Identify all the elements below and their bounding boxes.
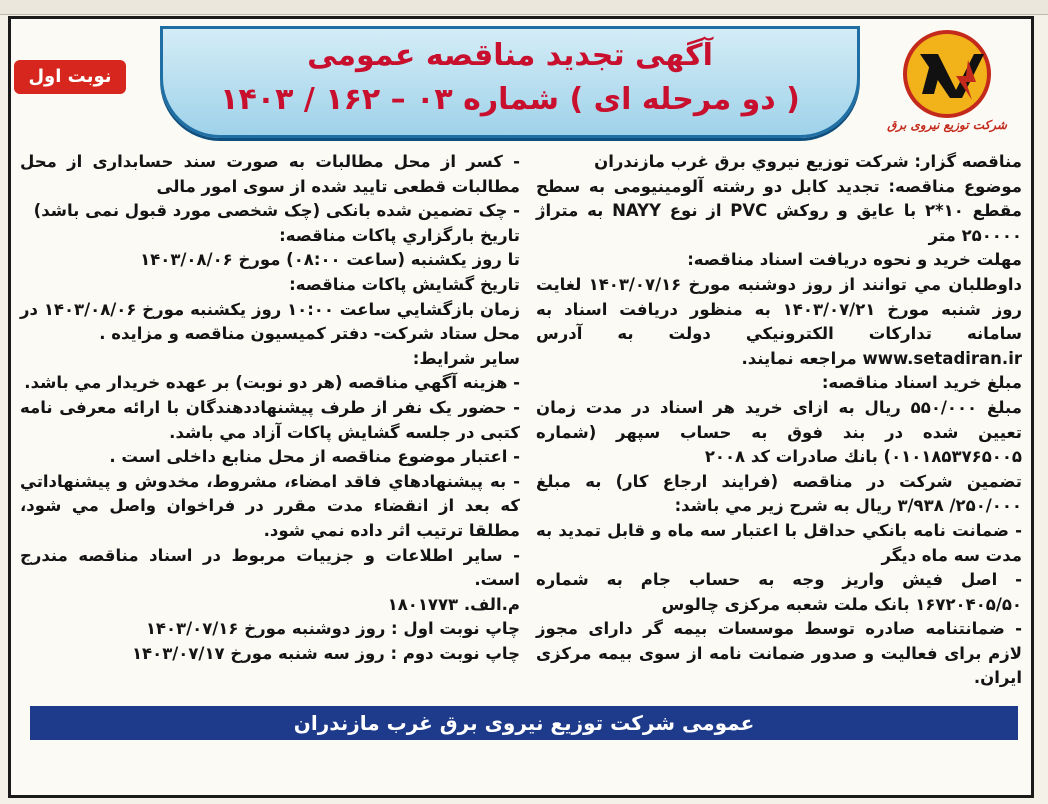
document-price-heading: مبلغ خرید اسناد مناقصه: [821,373,1022,393]
reference-number: م.الف. ۱۸۰۱۷۷۳ [387,594,520,614]
condition-attendance: - حضور یک نفر از طرف پیشنهاددهندگان با ارائه معرفی نامه کتبی در جلسه گشايش پاكات آزاد مي باشد. [20,397,520,442]
top-clip-strip [0,0,1048,15]
logo-caption: شرکت توزیع نیروی برق [887,118,1007,132]
condition-invalid-bids: - به پيشنهادهاي فاقد امضاء، مشروط، مخدوش و پيشنهاداتي كه بعد از انقضاء مدت مقرر در فراخوان واصل مي شود، مطلقا ترتيب اثر داده نمي شود. [20,471,520,540]
notice-subtitle: ( دو مرحله ای ) شماره ۰۳ – ۱۶۲ / ۱۴۰۳ [220,82,800,117]
purchase-deadline-text: داوطلبان مي توانند از روز دوشنبه مورخ ۱۴۰۳/۰۷/۱۶ لغايت روز شنبه مورخ ۱۴۰۳/۰۷/۲۱ به منظور دريافت اسناد به سامانه تدارکات الکترونيکي دولت به آدرس www.setadiran.ir مراجعه نمايند. [536,274,1022,368]
second-print-date: چاپ نوبت دوم : روز سه شنبه مورخ ۱۴۰۳/۰۷/۱۷ [131,643,520,663]
condition-other-info: - ساير اطلاعات و جزييات مربوط در اسناد مناقصه مندرج است. [20,545,520,590]
guarantee-cheque: - چک تضمین شده بانکی (چک شخصی مورد قبول نمی باشد) [33,201,520,221]
guarantee-deduction: - کسر از محل مطالبات به صورت سند حسابداری از محل مطالبات قطعی تایید شده از سوی امور مالی [20,152,520,196]
guarantee-deposit: - اصل فیش واریز وجه به حساب جام به شماره ۱۶۷۲۰۴۰۵/۵۰ بانک ملت شعبه مرکزی چالوس [536,570,1022,614]
condition-funding: - اعتبار موضوع مناقصه از محل منابع داخلی است . [109,447,520,467]
left-column [20,150,520,700]
document-price-text: مبلغ ۵۵۰/۰۰۰ ریال به ازای خرید هر اسناد در مدت زمان تعیین شده در بند فوق به حساب سپهر (شماره ۰۱۰۱۸۵۳۷۶۵۰۰۵) بانك صادرات كد ۲۰۰۸ [536,397,1022,467]
first-print-date: چاپ نوبت اول : روز دوشنبه مورخ ۱۴۰۳/۰۷/۱۶ [145,619,520,639]
footer-bar: عمومی شرکت توزیع نیروی برق غرب مازندران [30,706,1018,740]
tender-organizer: مناقصه گزار: شرکت توزيع نيروي برق غرب مازندران [594,152,1022,171]
opening-date-heading: تاريخ گشايش پاكات مناقصه: [289,274,520,294]
opening-date-text: زمان بازگشايي ساعت ۱۰:۰۰ روز يكشنبه مورخ ۱۴۰۳/۰۸/۰۶ در محل ستاد شرکت- دفتر كميسيون مناقصه و مزايده . [20,299,520,344]
condition-ad-cost: - هزينه آگهي مناقصه (هر دو نوبت) بر عهده خريدار مي باشد. [24,373,520,393]
upload-date-text: تا روز یکشنبه (ساعت ۰۸:۰۰) مورخ ۱۴۰۳/۰۸/۰۶ [140,250,520,270]
purchase-deadline-heading: مهلت خرید و نحوه دریافت اسناد مناقصه: [687,250,1022,270]
right-column [536,150,1022,700]
guarantee-amount: تضمین شرکت در مناقصه (فرایند ارجاع کار) به مبلغ ۲۵۰/۰۰۰/ ۳/۹۳۸ ريال به شرح زير مي باشد: [536,471,1022,516]
edition-badge: نوبت اول [14,60,126,94]
notice-title: آگهی تجدید مناقصه عمومی [307,38,713,73]
other-conditions-heading: ساير شرايط: [412,348,520,368]
tender-subject: موضوع مناقصه: تجدید کابل دو رشته آلومینیومی به سطح مقطع ۱۰*۲ با عایق و روکش PVC از نوع NAYY به متراژ ۲۵۰۰۰۰ متر [536,176,1023,245]
guarantee-insurance: - ضمانتنامه صادره توسط موسسات بیمه گر دارای مجوز لازم برای فعالیت و صدور ضمانت نامه از سوی بیمه مرکزی ایران. [536,619,1022,688]
guarantee-bank: - ضمانت نامه بانكي حداقل با اعتبار سه ماه و قابل تمديد به مدت سه ماه ديگر [536,520,1022,565]
upload-date-heading: تاريخ بارگزاري پاكات مناقصه: [279,225,520,245]
